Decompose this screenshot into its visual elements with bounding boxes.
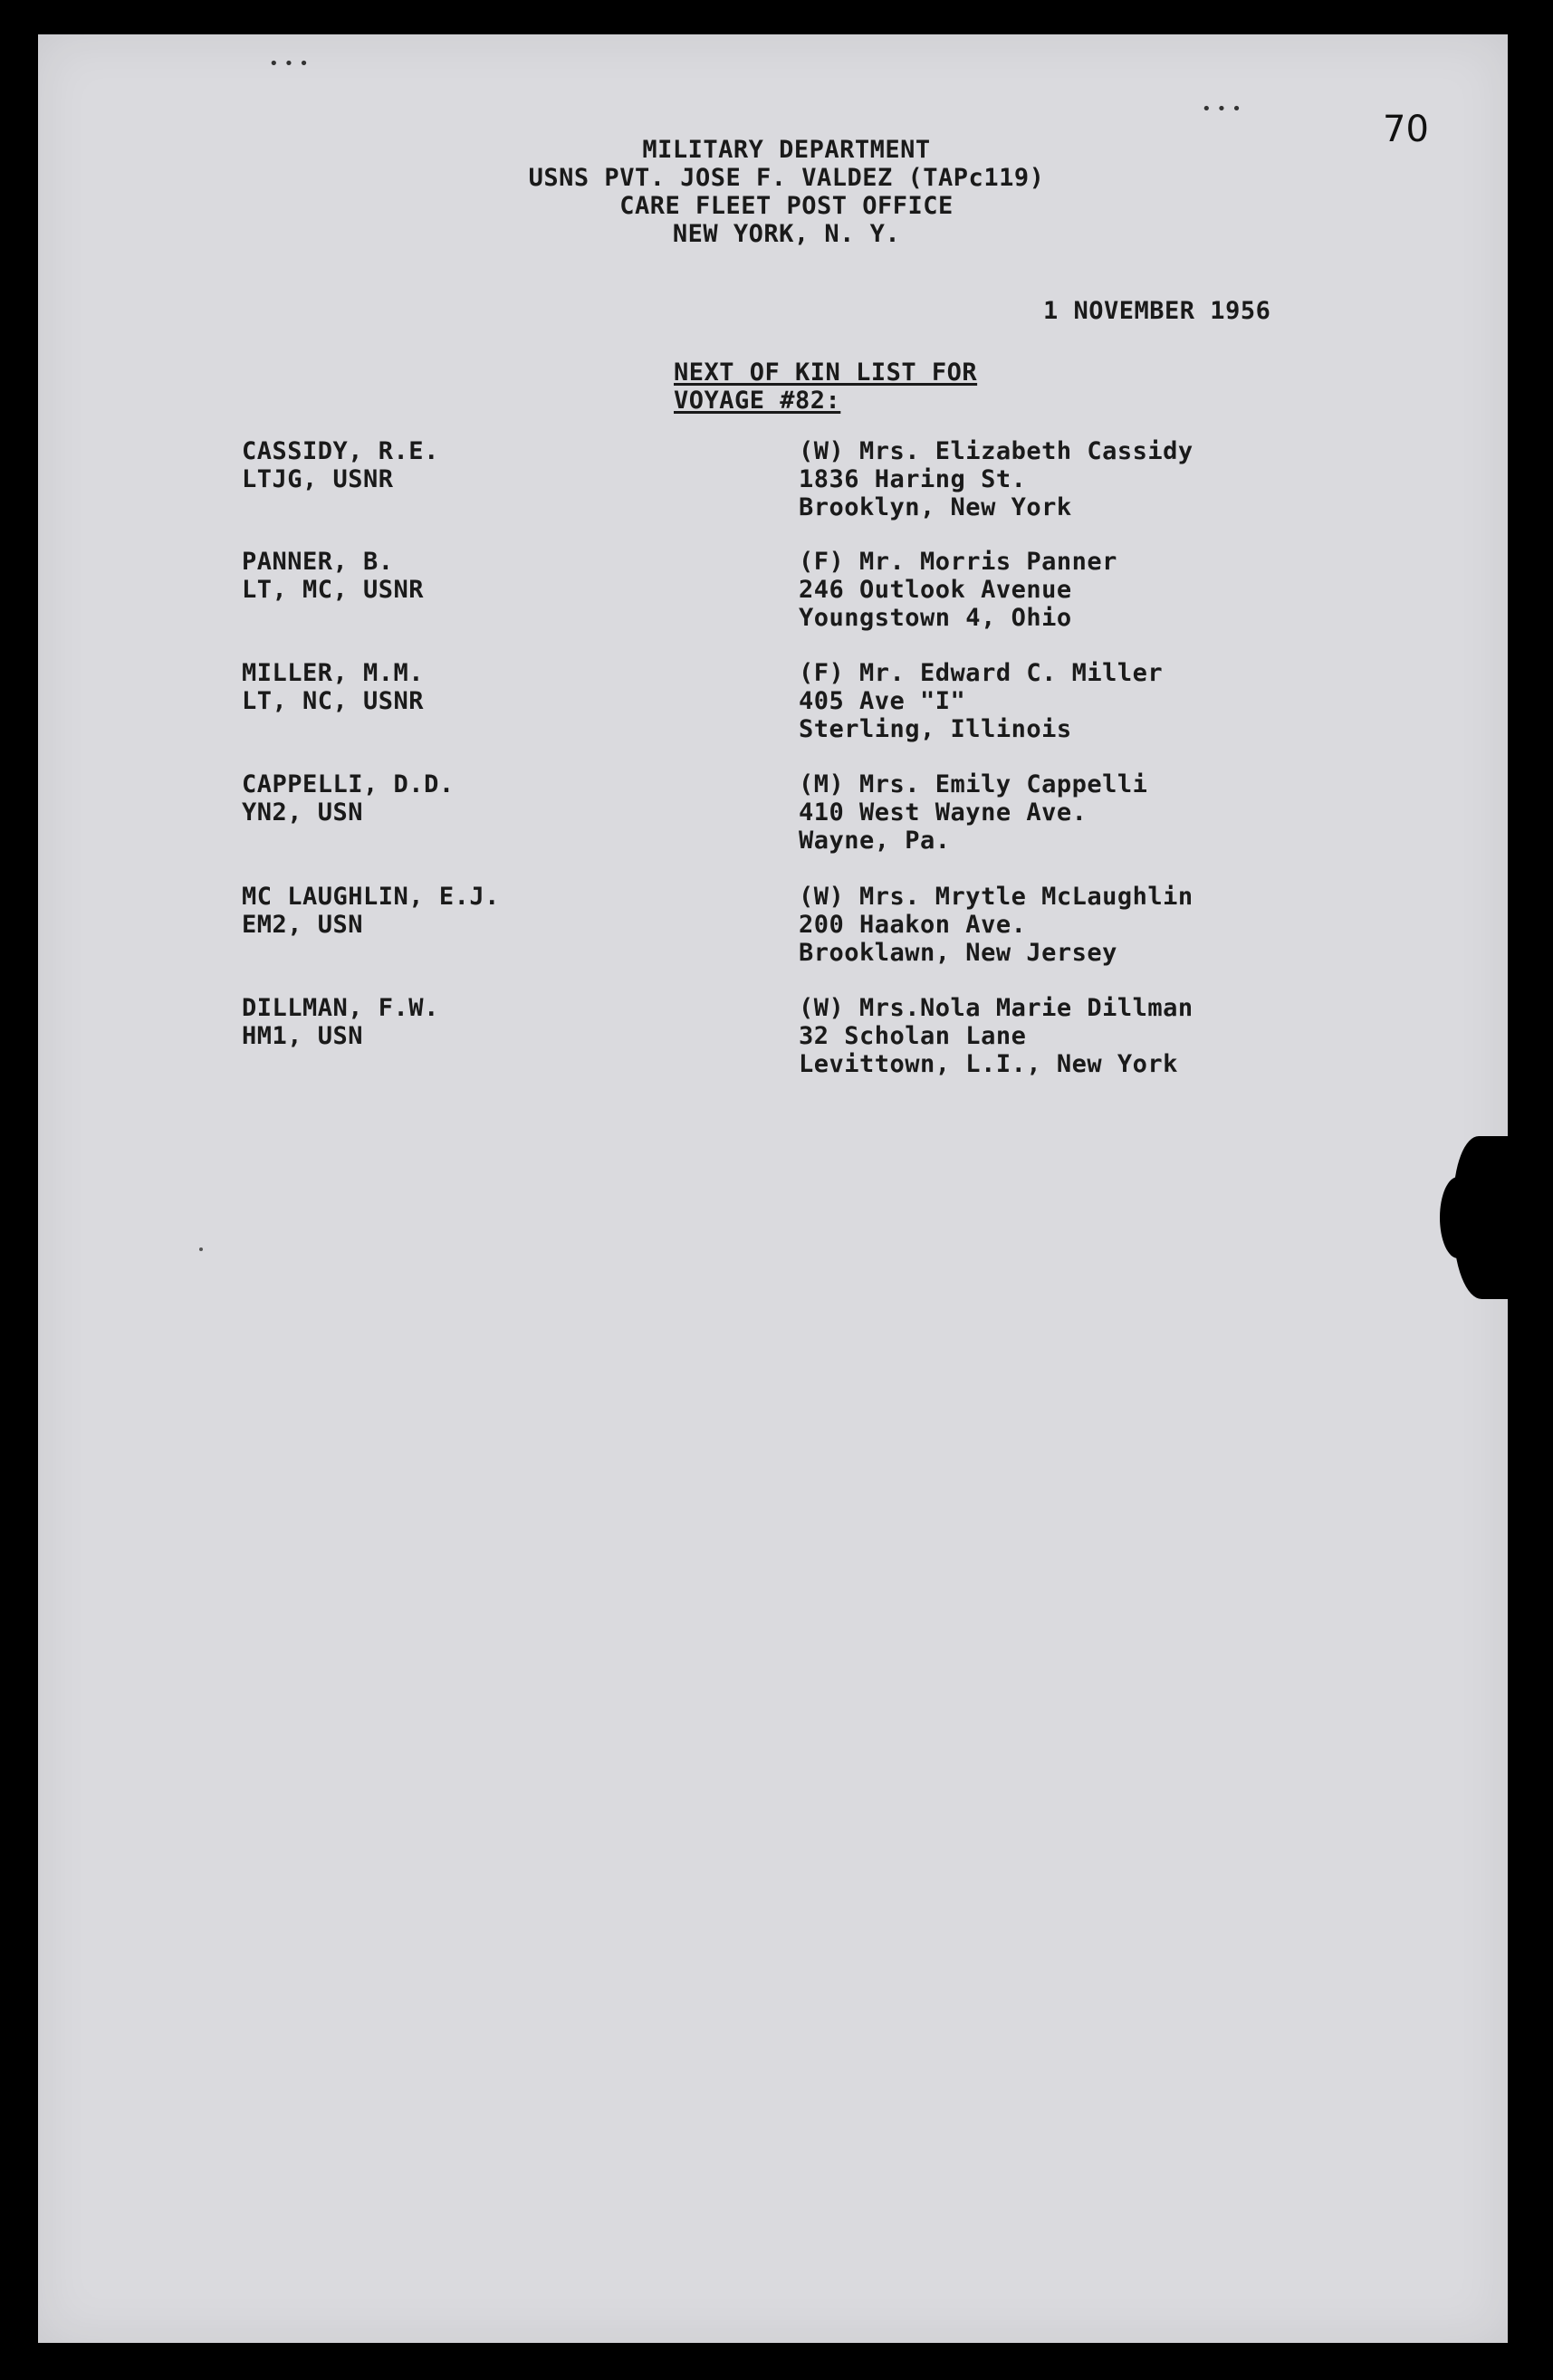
service-member — [242, 659, 424, 715]
service-member — [242, 994, 439, 1050]
kin-name: (W) Mrs.Nola Marie Dillman — [799, 994, 1194, 1022]
member-rank: LTJG, USNR — [242, 465, 394, 493]
kin-city: Brooklawn, New Jersey — [799, 939, 1117, 967]
letterhead-line: NEW YORK, N. Y. — [672, 220, 901, 248]
kin-name: (M) Mrs. Emily Cappelli — [799, 770, 1148, 798]
next-of-kin — [799, 770, 1147, 855]
letterhead — [38, 136, 1508, 248]
kin-street: 32 Scholan Lane — [799, 1022, 1027, 1050]
kin-street: 1836 Haring St. — [799, 465, 1027, 493]
member-name: MILLER, M.M. — [242, 659, 425, 687]
kin-street: 200 Haakon Ave. — [799, 911, 1027, 939]
kin-street: 246 Outlook Avenue — [799, 576, 1072, 604]
document-date: 1 NOVEMBER 1956 — [1043, 297, 1271, 325]
next-of-kin — [799, 548, 1117, 632]
letterhead-line: USNS PVT. JOSE F. VALDEZ (TAPc119) — [528, 164, 1045, 192]
next-of-kin — [799, 883, 1194, 967]
member-rank: LT, NC, USNR — [242, 687, 425, 715]
service-member — [242, 437, 439, 493]
service-member — [242, 770, 455, 827]
kin-name: (F) Mr. Edward C. Miller — [799, 659, 1164, 687]
kin-street: 410 West Wayne Ave. — [799, 798, 1088, 827]
kin-name: (W) Mrs. Elizabeth Cassidy — [799, 437, 1194, 465]
member-rank: YN2, USN — [242, 798, 364, 827]
member-name: MC LAUGHLIN, E.J. — [242, 883, 500, 911]
letterhead-line: CARE FLEET POST OFFICE — [619, 192, 954, 220]
member-name: DILLMAN, F.W. — [242, 994, 439, 1022]
member-name: CAPPELLI, D.D. — [242, 770, 455, 798]
member-name: PANNER, B. — [242, 548, 394, 576]
member-name: CASSIDY, R.E. — [242, 437, 439, 465]
kin-city: Brooklyn, New York — [799, 493, 1072, 521]
paper-speck — [199, 1247, 203, 1251]
list-title-line: NEXT OF KIN LIST FOR — [674, 358, 978, 387]
kin-city: Levittown, L.I., New York — [799, 1050, 1178, 1078]
service-member — [242, 883, 500, 939]
service-member — [242, 548, 424, 604]
kin-city: Wayne, Pa. — [799, 827, 951, 855]
letterhead-line: MILITARY DEPARTMENT — [642, 136, 931, 164]
member-rank: HM1, USN — [242, 1022, 364, 1050]
paper-specks: ••• — [1202, 100, 1247, 119]
page-number: 70 — [1383, 109, 1429, 150]
kin-street: 405 Ave "I" — [799, 687, 966, 715]
list-title-line: VOYAGE #82: — [674, 387, 841, 415]
kin-name: (F) Mr. Morris Panner — [799, 548, 1117, 576]
kin-name: (W) Mrs. Mrytle McLaughlin — [799, 883, 1194, 911]
member-rank: EM2, USN — [242, 911, 364, 939]
kin-city: Youngstown 4, Ohio — [799, 604, 1072, 632]
list-title — [674, 358, 977, 415]
torn-edge — [1440, 1177, 1476, 1258]
next-of-kin — [799, 659, 1163, 743]
kin-city: Sterling, Illinois — [799, 715, 1072, 743]
next-of-kin — [799, 994, 1194, 1078]
document-page — [38, 34, 1508, 2343]
member-rank: LT, MC, USNR — [242, 576, 425, 604]
next-of-kin — [799, 437, 1194, 521]
paper-specks: ••• — [269, 54, 314, 73]
